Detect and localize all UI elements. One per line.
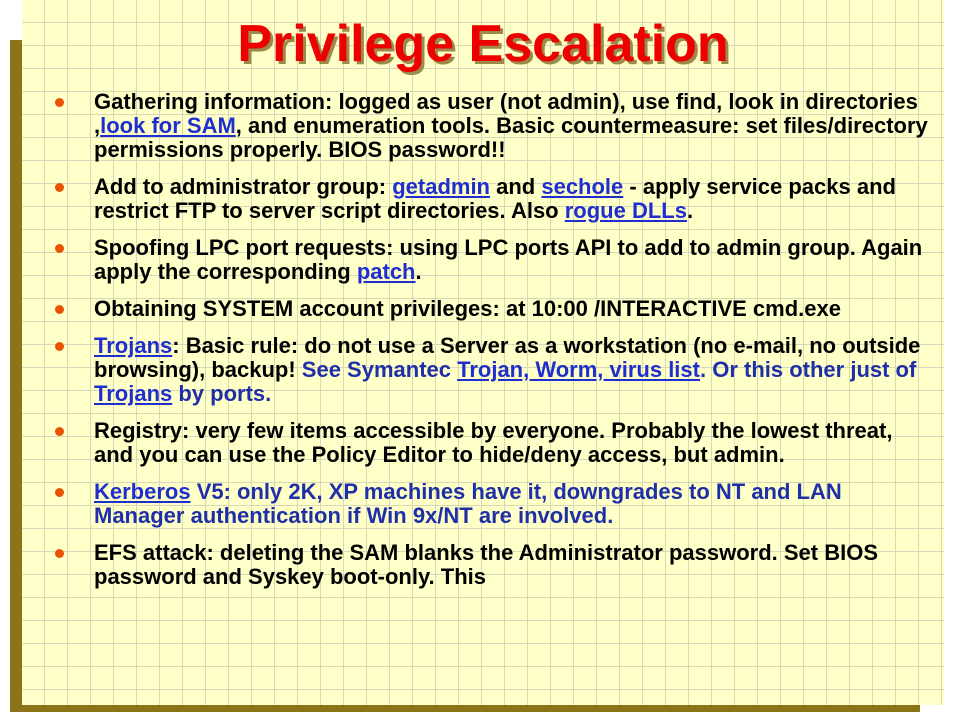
- bullet-item: [52, 419, 932, 467]
- hyperlink[interactable]: Trojan, Worm, virus list: [457, 357, 700, 382]
- bullet-item: [52, 297, 932, 321]
- bullet-text: , and enumeration tools. Basic countermeasure: set files/directory permissions properly. BIOS password!!: [94, 113, 928, 162]
- bullet-dot-icon: [55, 244, 64, 253]
- hyperlink[interactable]: Trojans: [94, 333, 173, 358]
- bullet-text: EFS attack: deleting the SAM blanks the Administrator password. Set BIOS password and Syskey boot-only. This: [94, 540, 878, 589]
- bullet-text: .: [686, 198, 694, 223]
- hyperlink[interactable]: rogue DLLs: [564, 198, 687, 223]
- hyperlink[interactable]: Kerberos: [94, 479, 191, 504]
- bullet-item: [52, 90, 932, 162]
- bullet-text: : Basic rule: do not use a Server as a workstation (no e-mail, no outside browsing), backup!: [94, 333, 921, 382]
- bullet-text: . Or this other just of: [699, 357, 917, 382]
- slide-title: Privilege Escalation: [237, 15, 729, 73]
- bullet-item: [52, 541, 932, 589]
- bullet-dot-icon: [55, 427, 64, 436]
- hyperlink[interactable]: sechole: [541, 174, 624, 199]
- slide-background: [22, 0, 944, 705]
- bullet-item: [52, 175, 932, 223]
- bullet-text: .: [415, 259, 422, 284]
- bullet-dot-icon: [55, 183, 64, 192]
- hyperlink[interactable]: getadmin: [392, 174, 490, 199]
- bullet-list: [52, 90, 932, 602]
- bullet-item: [52, 236, 932, 284]
- bullet-text: Gathering information: logged as user (not admin), use find, look in directories ,: [94, 89, 918, 138]
- bullet-text: - apply service packs and restrict FTP to server script directories. Also: [94, 174, 896, 223]
- hyperlink[interactable]: patch: [356, 259, 416, 284]
- bullet-text: Registry: very few items accessible by everyone. Probably the lowest threat, and you can use the Policy Editor to hide/deny access, but admin.: [94, 418, 893, 467]
- hyperlink[interactable]: look for SAM: [100, 113, 236, 138]
- bullet-text: and: [490, 174, 542, 199]
- bullet-dot-icon: [55, 488, 64, 497]
- bullet-text: See Symantec: [301, 357, 458, 382]
- hyperlink[interactable]: Trojans: [94, 381, 173, 406]
- bullet-text: Obtaining SYSTEM account privileges: at 10:00 /INTERACTIVE cmd.exe: [94, 296, 841, 321]
- bullet-text: Spoofing LPC port requests: using LPC ports API to add to admin group. Again apply the corresponding: [94, 235, 923, 284]
- bullet-text: Add to administrator group:: [94, 174, 393, 199]
- bullet-dot-icon: [55, 549, 64, 558]
- bullet-item: [52, 334, 932, 406]
- bullet-text: by ports.: [172, 381, 272, 406]
- bullet-dot-icon: [55, 342, 64, 351]
- bullet-text: V5: only 2K, XP machines have it, downgrades to NT and LAN Manager authentication if Win 9x/NT are involved.: [94, 479, 842, 528]
- bullet-dot-icon: [55, 305, 64, 314]
- bullet-item: [52, 480, 932, 528]
- bullet-dot-icon: [55, 98, 64, 107]
